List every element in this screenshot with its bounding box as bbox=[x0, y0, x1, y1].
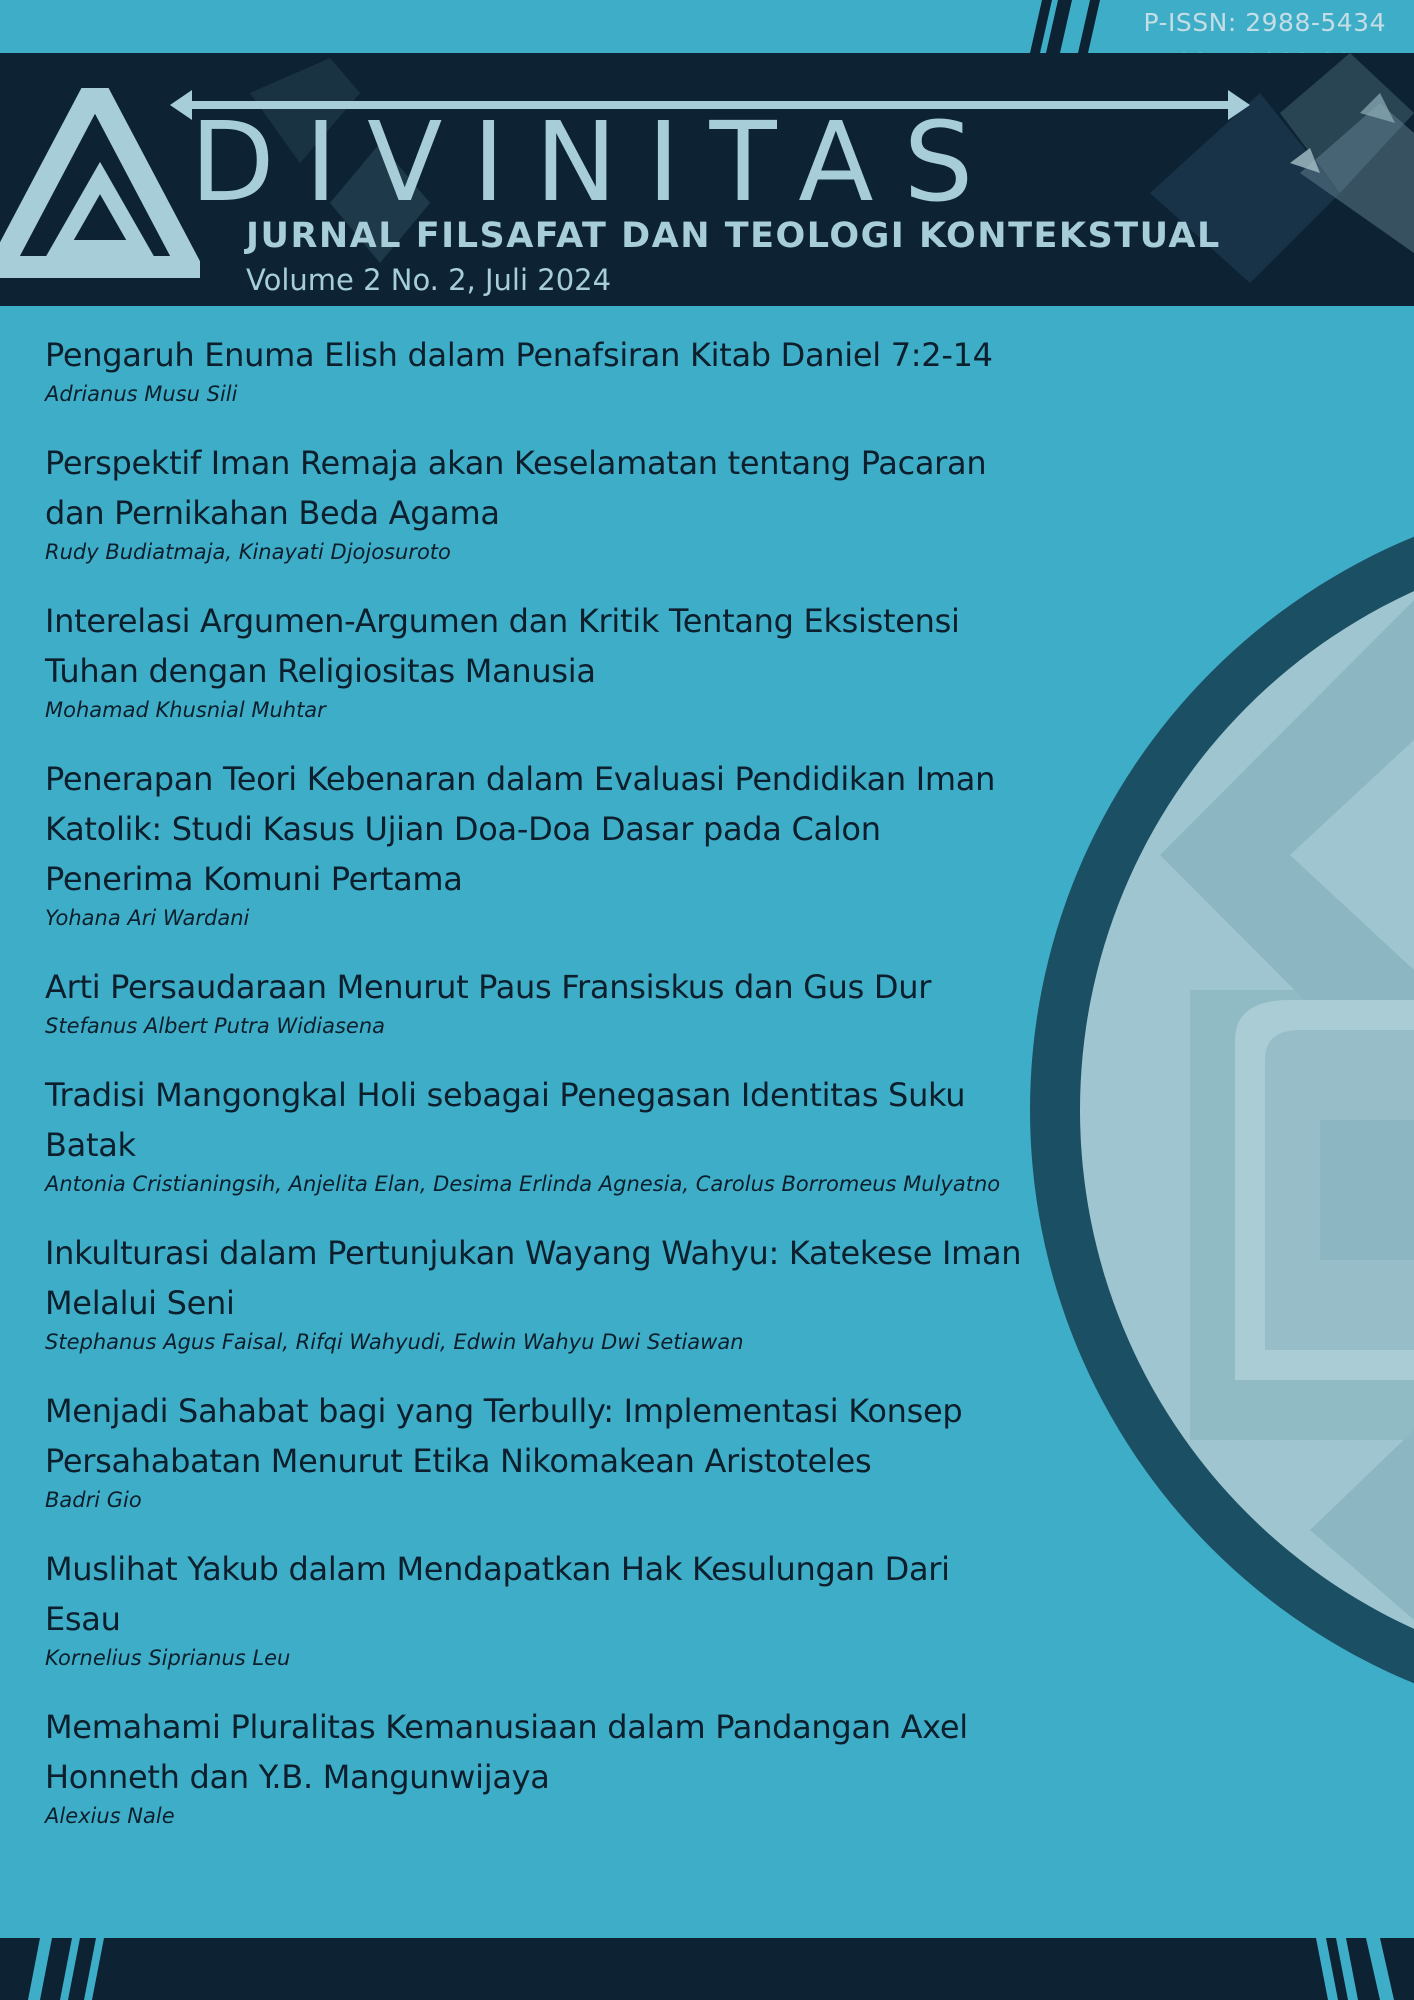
article-title[interactable]: Menjadi Sahabat bagi yang Terbully: Implementasi Konsep Persahabatan Menurut Etika Nikomakean Aristoteles bbox=[45, 1392, 963, 1480]
article-item[interactable] bbox=[45, 1070, 1025, 1200]
brand-text: DIVINITAS bbox=[190, 98, 1004, 212]
article-authors: Antonia Cristianingsih, Anjelita Elan, Desima Erlinda Agnesia, Carolus Borromeus Mulyatno bbox=[45, 1172, 1001, 1196]
article-list bbox=[45, 330, 1025, 1860]
article-item[interactable] bbox=[45, 596, 1025, 726]
article-item[interactable] bbox=[45, 1544, 1025, 1674]
article-authors: Kornelius Siprianus Leu bbox=[45, 1646, 291, 1670]
article-item[interactable] bbox=[45, 1386, 1025, 1516]
article-title[interactable]: Pengaruh Enuma Elish dalam Penafsiran Kitab Daniel 7:2-14 bbox=[45, 336, 993, 374]
article-item[interactable] bbox=[45, 1228, 1025, 1358]
divinitas-wordmark bbox=[160, 82, 1260, 212]
article-authors: Adrianus Musu Sili bbox=[45, 382, 238, 406]
article-title[interactable]: Memahami Pluralitas Kemanusiaan dalam Pandangan Axel Honneth dan Y.B. Mangunwijaya bbox=[45, 1708, 968, 1796]
footer-band bbox=[0, 1938, 1414, 2000]
article-title[interactable]: Arti Persaudaraan Menurut Paus Fransiskus dan Gus Dur bbox=[45, 968, 932, 1006]
article-title[interactable]: Interelasi Argumen-Argumen dan Kritik Tentang Eksistensi Tuhan dengan Religiositas Manusia bbox=[45, 602, 960, 690]
article-title[interactable]: Penerapan Teori Kebenaran dalam Evaluasi Pendidikan Iman Katolik: Studi Kasus Ujian Doa-Doa Dasar pada Calon Penerima Komuni Pertama bbox=[45, 760, 996, 898]
journal-subtitle: JURNAL FILSAFAT DAN TEOLOGI KONTEKSTUAL bbox=[246, 216, 1221, 256]
article-title[interactable]: Perspektif Iman Remaja akan Keselamatan tentang Pacaran dan Pernikahan Beda Agama bbox=[45, 444, 987, 532]
article-item[interactable] bbox=[45, 754, 1025, 934]
article-authors: Badri Gio bbox=[45, 1488, 142, 1512]
article-authors: Alexius Nale bbox=[45, 1804, 175, 1828]
article-authors: Yohana Ari Wardani bbox=[45, 906, 250, 930]
article-authors: Rudy Budiatmaja, Kinayati Djojosuroto bbox=[45, 540, 451, 564]
article-title[interactable]: Inkulturasi dalam Pertunjukan Wayang Wahyu: Katekese Iman Melalui Seni bbox=[45, 1234, 1022, 1322]
article-title[interactable]: Muslihat Yakub dalam Mendapatkan Hak Kesulungan Dari Esau bbox=[45, 1550, 950, 1638]
volume-info: Volume 2 No. 2, Juli 2024 bbox=[246, 263, 612, 297]
article-item[interactable] bbox=[45, 438, 1025, 568]
p-issn: P-ISSN: 2988-5434 bbox=[1143, 8, 1386, 37]
article-item[interactable] bbox=[45, 330, 1025, 410]
article-authors: Stephanus Agus Faisal, Rifqi Wahyudi, Edwin Wahyu Dwi Setiawan bbox=[45, 1330, 744, 1354]
article-authors: Stefanus Albert Putra Widiasena bbox=[45, 1014, 386, 1038]
article-item[interactable] bbox=[45, 1702, 1025, 1832]
article-title[interactable]: Tradisi Mangongkal Holi sebagai Penegasan Identitas Suku Batak bbox=[45, 1076, 966, 1164]
article-item[interactable] bbox=[45, 962, 1025, 1042]
article-authors: Mohamad Khusnial Muhtar bbox=[45, 698, 326, 722]
